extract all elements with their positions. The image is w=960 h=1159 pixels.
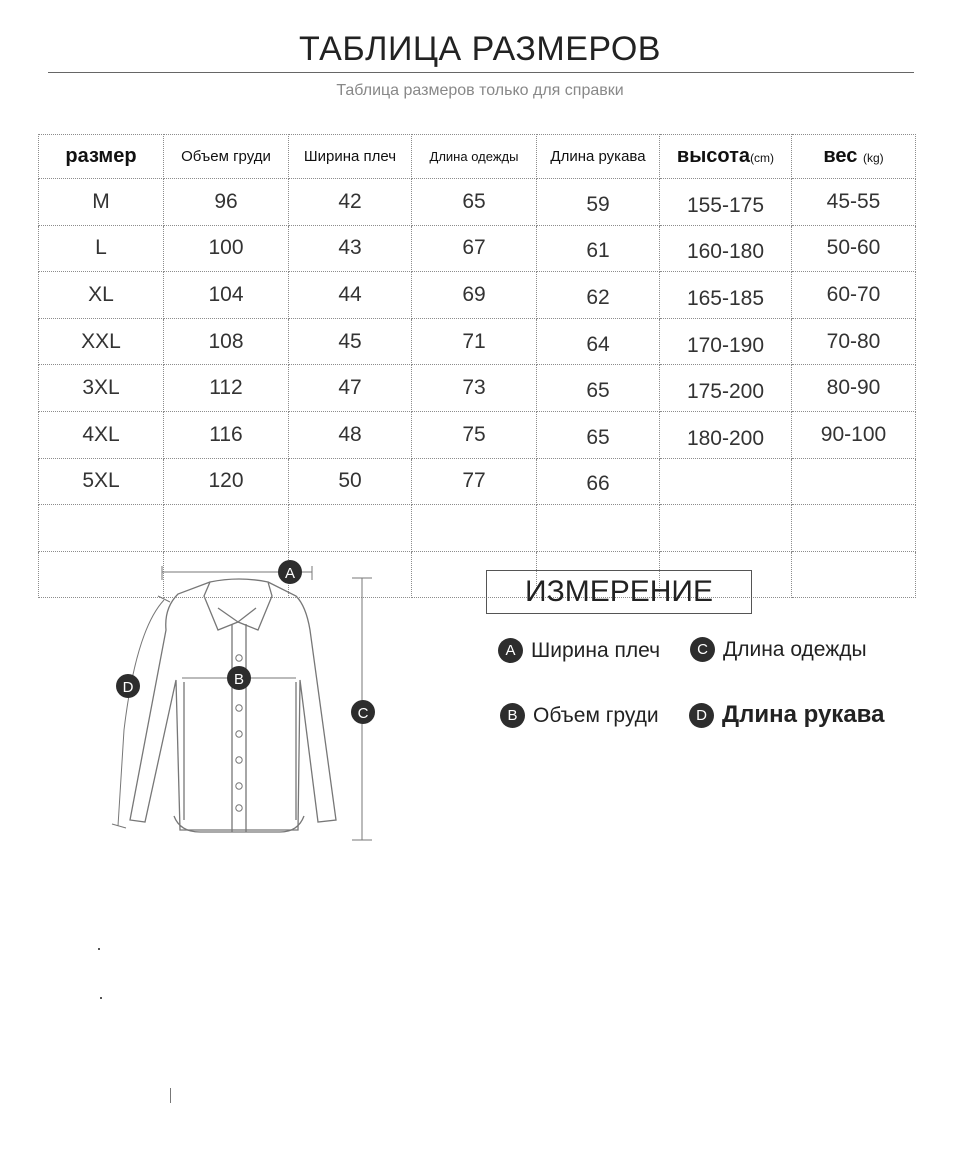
cell-sleeve: 61 bbox=[537, 225, 660, 272]
cell-size: XL bbox=[39, 272, 164, 319]
size-table bbox=[38, 134, 916, 598]
cell-chest: 100 bbox=[164, 225, 289, 272]
header-height-label: высота bbox=[676, 145, 751, 167]
cell-height: 165-185 bbox=[660, 272, 792, 319]
cell-length: 75 bbox=[412, 411, 537, 458]
header-chest: Объем груди bbox=[164, 135, 289, 179]
measurement-title: ИЗМЕРЕНИЕ bbox=[486, 570, 752, 614]
cell-shoulder: 45 bbox=[289, 318, 412, 365]
cell-shoulder: 43 bbox=[289, 225, 412, 272]
cell-sleeve: 64 bbox=[537, 318, 660, 365]
legend-label: Длина одежды bbox=[723, 637, 867, 661]
cell-sleeve bbox=[537, 505, 660, 552]
cell-weight bbox=[792, 458, 916, 505]
header-height bbox=[660, 135, 792, 179]
cell-length: 67 bbox=[412, 225, 537, 272]
cell-weight bbox=[792, 551, 916, 598]
cell-size: 3XL bbox=[39, 365, 164, 412]
cell-sleeve: 62 bbox=[537, 272, 660, 319]
cell-size: 4XL bbox=[39, 411, 164, 458]
shirt-diagram bbox=[100, 550, 400, 850]
cell-length bbox=[412, 505, 537, 552]
svg-text:A: A bbox=[284, 565, 296, 582]
page-title: ТАБЛИЦА РАЗМЕРОВ bbox=[299, 30, 661, 68]
cell-weight bbox=[792, 505, 916, 552]
cell-chest bbox=[164, 505, 289, 552]
cell-length: 65 bbox=[412, 179, 537, 226]
cell-length: 71 bbox=[412, 318, 537, 365]
table-row bbox=[39, 225, 916, 272]
header-weight-label: вес bbox=[823, 145, 858, 167]
cell-length: 77 bbox=[412, 458, 537, 505]
cell-weight: 60-70 bbox=[792, 272, 916, 319]
decorative-dot bbox=[100, 997, 102, 999]
marker-b bbox=[227, 666, 251, 690]
cell-weight: 50-60 bbox=[792, 225, 916, 272]
cell-chest: 104 bbox=[164, 272, 289, 319]
table-row bbox=[39, 318, 916, 365]
cell-weight: 45-55 bbox=[792, 179, 916, 226]
marker-a bbox=[278, 560, 302, 584]
svg-text:B: B bbox=[233, 671, 245, 688]
cell-chest: 96 bbox=[164, 179, 289, 226]
cell-chest: 108 bbox=[164, 318, 289, 365]
header-length: Длина одежды bbox=[412, 135, 537, 179]
table-row bbox=[39, 458, 916, 505]
cell-length: 73 bbox=[412, 365, 537, 412]
table-row bbox=[39, 179, 916, 226]
header-weight-unit: (kg) bbox=[862, 151, 884, 165]
legend-item-chest bbox=[500, 703, 659, 728]
table-row bbox=[39, 365, 916, 412]
header-size: размер bbox=[39, 135, 164, 179]
cell-sleeve: 65 bbox=[537, 365, 660, 412]
cell-height: 160-180 bbox=[660, 225, 792, 272]
svg-text:D: D bbox=[122, 679, 134, 696]
legend-label: Ширина плеч bbox=[531, 638, 661, 662]
cell-sleeve: 65 bbox=[537, 411, 660, 458]
table-row bbox=[39, 272, 916, 319]
page-subtitle: Таблица размеров только для справки bbox=[336, 82, 624, 99]
cell-chest: 120 bbox=[164, 458, 289, 505]
cell-sleeve: 66 bbox=[537, 458, 660, 505]
cell-weight: 80-90 bbox=[792, 365, 916, 412]
cell-sleeve: 59 bbox=[537, 179, 660, 226]
legend-badge: B bbox=[500, 703, 525, 728]
cell-shoulder: 47 bbox=[289, 365, 412, 412]
cell-size: L bbox=[39, 225, 164, 272]
cell-chest: 116 bbox=[164, 411, 289, 458]
decorative-dot bbox=[98, 948, 100, 950]
table-row bbox=[39, 505, 916, 552]
cell-height bbox=[660, 458, 792, 505]
legend-label: Объем груди bbox=[533, 703, 659, 727]
cell-height: 180-200 bbox=[660, 411, 792, 458]
header-sleeve: Длина рукава bbox=[537, 135, 660, 179]
marker-c bbox=[351, 700, 375, 724]
header-height-unit: (cm) bbox=[750, 151, 775, 165]
cell-length: 69 bbox=[412, 272, 537, 319]
cell-size: 5XL bbox=[39, 458, 164, 505]
legend-label: Длина рукава bbox=[722, 701, 885, 728]
table-row bbox=[39, 411, 916, 458]
cell-height: 155-175 bbox=[660, 179, 792, 226]
decorative-line bbox=[170, 1088, 171, 1103]
cell-shoulder: 48 bbox=[289, 411, 412, 458]
marker-d bbox=[116, 674, 140, 698]
cell-size bbox=[39, 505, 164, 552]
cell-shoulder: 42 bbox=[289, 179, 412, 226]
title-divider bbox=[48, 72, 914, 73]
cell-size: XXL bbox=[39, 318, 164, 365]
legend-item-sleeve bbox=[689, 701, 884, 729]
legend-badge: D bbox=[689, 703, 714, 728]
cell-shoulder: 44 bbox=[289, 272, 412, 319]
shirt-outline-icon bbox=[130, 579, 336, 832]
cell-weight: 90-100 bbox=[792, 411, 916, 458]
cell-shoulder: 50 bbox=[289, 458, 412, 505]
cell-height: 175-200 bbox=[660, 365, 792, 412]
header-weight bbox=[792, 135, 916, 179]
cell-chest: 112 bbox=[164, 365, 289, 412]
cell-height bbox=[660, 505, 792, 552]
cell-weight: 70-80 bbox=[792, 318, 916, 365]
cell-shoulder bbox=[289, 505, 412, 552]
legend-item-length bbox=[690, 637, 867, 662]
legend-badge: C bbox=[690, 637, 715, 662]
cell-size: M bbox=[39, 179, 164, 226]
cell-height: 170-190 bbox=[660, 318, 792, 365]
legend-badge: A bbox=[498, 638, 523, 663]
svg-text:C: C bbox=[357, 705, 369, 722]
header-shoulder: Ширина плеч bbox=[289, 135, 412, 179]
legend-item-shoulder bbox=[498, 638, 660, 663]
table-header-row bbox=[39, 135, 916, 179]
